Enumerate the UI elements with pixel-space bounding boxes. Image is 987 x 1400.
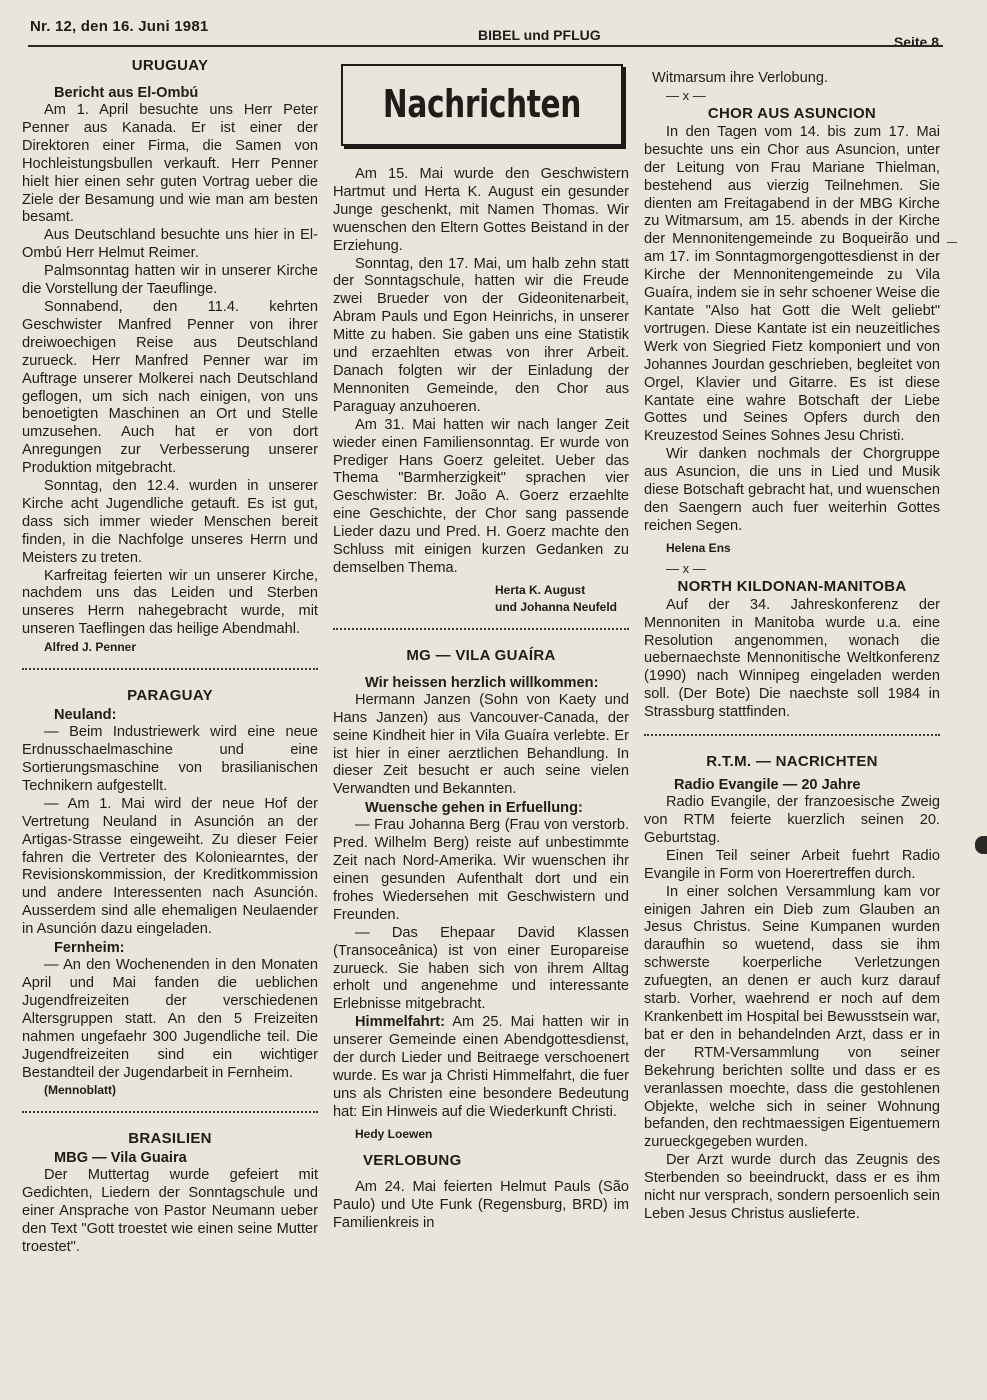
- rtm-subheading: Radio Evangile — 20 Jahre: [674, 777, 861, 794]
- wuensche-subheading: Wuensche gehen in Erfuellung:: [365, 800, 583, 817]
- fernheim-paragraph: — An den Wochenenden in den Monaten April und Mai fanden die ueblichen Jugendfreizeiten der verschiedenen Altersgruppen statt. An den 5 Freizeiten nahmen ungefaehr 300 Jugendliche teil. Die Jugendfreizeiten sind ein wichtiger Bestandteil der Jugendarbeit in Fernheim.: [22, 957, 318, 1081]
- x-separator: — x —: [666, 560, 706, 576]
- dotted-separator: [22, 668, 318, 670]
- neuland-paragraph: — Am 1. Mai wird der neue Hof der Vertretung Neuland in Asunción an der Artigas-Strasse eingeweiht. Zu dieser Feier fahren die Vertreter des Koloniearntes, der Revisionskommission, der Kreditkommission und andere Interessenten nach Asunción. Ausserdem sind alle ehemaligen Neulaender in Asunción dazu eingeladen.: [22, 795, 318, 938]
- verlobung-paragraph: Am 24. Mai feierten Helmut Pauls (São Paulo) und Ute Funk (Regensburg, BRD) im Familienkreis in: [333, 1178, 629, 1231]
- mg-paragraph: — Das Ehepaar David Klassen (Transoceânica) ist von einer Europareise zurueck. Sie haben sich von ihrem Alltag erholt und angenehme und interessante Erlebnisse mitgebracht.: [333, 924, 629, 1013]
- rtm-heading: R.T.M. — NACRICHTEN: [706, 753, 878, 771]
- issue-date: Nr. 12, den 16. Juni 1981: [30, 18, 209, 35]
- dotted-separator: [333, 628, 629, 630]
- column-middle: [333, 56, 629, 1232]
- uruguay-paragraph: Sonntag, den 12.4. wurden in unserer Kirche acht Jugendliche getauft. Es ist gut, dass sich immer wieder Menschen bereit finden, in die Nachfolge unseres Herrn und Meisters zu treten.: [22, 478, 318, 566]
- uruguay-paragraph: Sonnabend, den 11.4. kehrten Geschwister Manfred Penner von ihrer dreiwoechigen Reise aus Deutschland zurueck. Herr Manfred Penner war im Auftrage unserer Molkerei nach Deutschland geflogen, um sich nach einigen, von uns benoetigten Maschinen an Ort und Stelle umzusehen. Auch hat er von dort Anregungen zur Verbesserung unserer Produktion mitgebracht.: [22, 298, 318, 477]
- chor-signature: Helena Ens: [666, 540, 731, 555]
- nachrichten-paragraph: Am 15. Mai wurde den Geschwistern Hartmut und Herta K. August ein gesunder Junge geschenkt, mit Namen Thomas. Wir wuenschen den Eltern Gottes Beistand in der Erziehung.: [333, 166, 629, 254]
- uruguay-heading: URUGUAY: [131, 57, 209, 74]
- mg-paragraph: [333, 1014, 629, 1121]
- nachrichten-signature: Herta K. August: [495, 582, 586, 597]
- north-kildonan-heading: NORTH KILDONAN-MANITOBA: [677, 577, 907, 595]
- verlobung-heading: VERLOBUNG: [363, 1151, 462, 1169]
- nachrichten-paragraph: Am 31. Mai hatten wir nach langer Zeit wieder einen Familiensonntag. Er wurde von Prediger Hans Goerz geleitet. Ueber das Thema "Barmherzigkeit" sprachen vier Geschwister: Br. João A. Goerz erzaehlte eine Geschichte, der Chor sang passende Lieder dazu und Pred. H. Goerz machte den Schluss mit einigen kurzen Gedanken zu demselben Thema.: [333, 416, 629, 576]
- fernheim-signature: (Mennoblatt): [44, 1083, 116, 1098]
- column-left: [22, 56, 318, 1257]
- paraguay-heading: PARAGUAY: [127, 687, 213, 705]
- header-rule: [28, 45, 943, 47]
- nachrichten-title-box: [341, 64, 623, 146]
- uruguay-paragraph: Am 1. April besuchte uns Herr Peter Penner aus Kanada. Er ist einer der Direktoren einer Firma, die Samen von Hochleistungsbullen verkauft. Herr Penner hielt hier einen sehr guten Vortrag ueber die Ziele der Besamung und wie man am besten besamt.: [22, 102, 318, 226]
- mg-paragraph: — Frau Johanna Berg (Frau von verstorb. Pred. Wilhelm Berg) reiste auf unbestimmte Zeit nach Nord-Amerika. Wir wuenschen ihr einen gesunden Aufenthalt dort und ein frohes Wiedersehen mit Geschwistern und Freunden.: [333, 817, 629, 923]
- fernheim-subheading: Fernheim:: [54, 940, 125, 957]
- uruguay-signature: Alfred J. Penner: [44, 640, 137, 655]
- nachrichten-title: Nachrichten: [382, 82, 581, 127]
- mg-signature: Hedy Loewen: [355, 1126, 433, 1141]
- nachrichten-signature: und Johanna Neufeld: [495, 599, 618, 614]
- chor-paragraph: In den Tagen vom 14. bis zum 17. Mai besuchte uns ein Chor aus Asuncion, unter der Leitung von Frau Mariane Thielman, bestehend aus vierzig Teilnehmen. Sie dienten am Freitagabend in der MBG Kirche zu Witmarsum, am 15. abends in der Kirche der Mennonitengemeinde zu Boqueirão und am 17. im Sonntagmorgengottesdienst in der Kirche der Mennonitengemeinde zu Vila Guaíra, indem sie in sehr schoener Weise die Kantate "Also hat Gott die Welt geliebt" vortrugen. Diese Kantate ist ein neuzeitliches Werk von Siegried Fietz komponiert und von Johannes Jourdan geschrieben, begleitet von Orgel, Klavier und Gitarre. Es ist diese Kantate eine wahre Botschaft der Liebe Gottes und Seines Opfers durch den Kreuzestod Seines Sohnes Jesu Christi.: [644, 123, 940, 445]
- punch-hole-mark: [975, 836, 987, 854]
- mg-vila-guaira-heading: MG — VILA GUAÍRA: [406, 646, 556, 664]
- dotted-separator: [22, 1111, 318, 1113]
- column-right: [644, 70, 940, 1224]
- margin-mark: [947, 242, 957, 243]
- himmelfahrt-text: Am 25. Mai hatten wir in unserer Gemeinde einen Abendgottesdienst, der durch Lieder und Beitraege verschoenert wurde. Es war ja Christi Himmelfahrt, die fuer uns als Christen eine besondere Bedeutung hat: Ein Hinweis auf die Wiederkunft Christi.: [333, 1014, 629, 1120]
- uruguay-paragraph: Palmsonntag hatten wir in unserer Kirche die Vorstellung der Taeuflinge.: [22, 263, 318, 298]
- brasilien-heading: BRASILIEN: [128, 1130, 212, 1148]
- continued-line: Witmarsum ihre Verlobung.: [652, 70, 829, 86]
- neuland-paragraph: — Beim Industriewerk wird eine neue Erdnusschaelmaschine und eine Sortierungsmaschine von brasilianischen Technikern aufgestellt.: [22, 724, 318, 794]
- page-number: Seite 8: [893, 34, 939, 50]
- uruguay-paragraph: Aus Deutschland besuchte uns hier in El-Ombú Herr Helmut Reimer.: [22, 227, 318, 262]
- himmelfahrt-label: Himmelfahrt:: [355, 1014, 446, 1031]
- north-kildonan-paragraph: Auf der 34. Jahreskonferenz der Mennoniten in Manitoba wurde u.a. eine Resolution angenommen, wonach die uebernaechste Mennonitische Weltkonferenz (1990) nach Winnipeg eingeladen werden soll. (Der Bote) Die naechste soll 1984 in Strassburg stattfinden.: [644, 596, 940, 721]
- neuland-subheading: Neuland:: [54, 707, 117, 724]
- uruguay-subheading: Bericht aus El-Ombú: [54, 85, 199, 101]
- rtm-paragraph: Einen Teil seiner Arbeit fuehrt Radio Evangile in Form von Hoerertreffen durch.: [644, 847, 940, 882]
- x-separator: — x —: [666, 87, 706, 103]
- mg-paragraph: Hermann Janzen (Sohn von Kaety und Hans Janzen) aus Vancouver-Canada, der seine Kindheit hier in Vila Guaíra verlebte. Er ist hier in einer aerztlichen Behandlung. In dieser Zeit besucht er auch seine vielen Verwandten und Bekannten.: [333, 691, 629, 798]
- brasilien-subheading: MBG — Vila Guaira: [54, 1150, 187, 1167]
- nachrichten-paragraph: Sonntag, den 17. Mai, um halb zehn statt der Sonntagschule, hatten wir die Freude zwei Brueder von der Gideonitenarbeit, Abram Pauls und Egon Heinrichs, in unserer Mitte zu haben. Sie gaben uns eine Statistik und erzaehlten etwas von ihrer Arbeit. Danach folgten wir der Einladung der Mennoniten Gemeinde, den Chor aus Paraguay anzuhoeren.: [333, 255, 629, 415]
- rtm-paragraph: Der Arzt wurde durch das Zeugnis des Sterbenden so beeindruckt, dass er es ihm nicht nur versprach, sondern persoenlich sein Leben Jesus Christus auslieferte.: [644, 1152, 940, 1222]
- chor-paragraph: Wir danken nochmals der Chorgruppe aus Asuncion, die uns in Lied und Musik diese Botschaft gebracht hat, und wuenschen den Saengern auch fuer weiterhin Gottes reichen Segen.: [644, 446, 940, 534]
- uruguay-paragraph: Karfreitag feierten wir un unserer Kirche, nachdem uns das Leiden und Sterben unseres Herrn nahegebracht wurde, mit unseren Taeflingen das heilige Abendmahl.: [22, 567, 318, 638]
- chor-heading: CHOR AUS ASUNCION: [707, 104, 877, 122]
- rtm-paragraph: Radio Evangile, der franzoesische Zweig von RTM feierte kuerzlich seinen 20. Geburtstag.: [644, 794, 940, 846]
- newspaper-title: BIBEL und PFLUG: [478, 27, 601, 43]
- dotted-separator: [644, 734, 940, 736]
- willkommen-subheading: Wir heissen herzlich willkommen:: [365, 674, 599, 691]
- page-header: [28, 14, 943, 54]
- brasilien-paragraph: Der Muttertag wurde gefeiert mit Gedichten, Liedern der Sonntagschule und einer Ansprache von Pastor Neumann ueber den Text "Gott troestet wie einen seine Mutter troestet".: [22, 1167, 318, 1256]
- rtm-paragraph: In einer solchen Versammlung kam vor einigen Jahren ein Dieb zum Glauben an Jesus Christus. Seine Kumpanen wurden daraufhin so wuetend, dass sie ihm schwerste koerperliche Verletzungen zufuegten, an denen er auch kurz darauf starb. Vorher, waehrend er noch auf dem Krankenbett im Hospital bei Bewusstsein war, bat er den in behandelnden Arzt, dass er in der RTM-Versammlung von seiner Bekehrung berichten sollte und dass er es veranlassen moechte, dass die gestohlenen Objekte, welche sich in seiner Wohnung befanden, den rechtmaessigen Eigentuemern zurueckgegeben wurden.: [644, 883, 940, 1151]
